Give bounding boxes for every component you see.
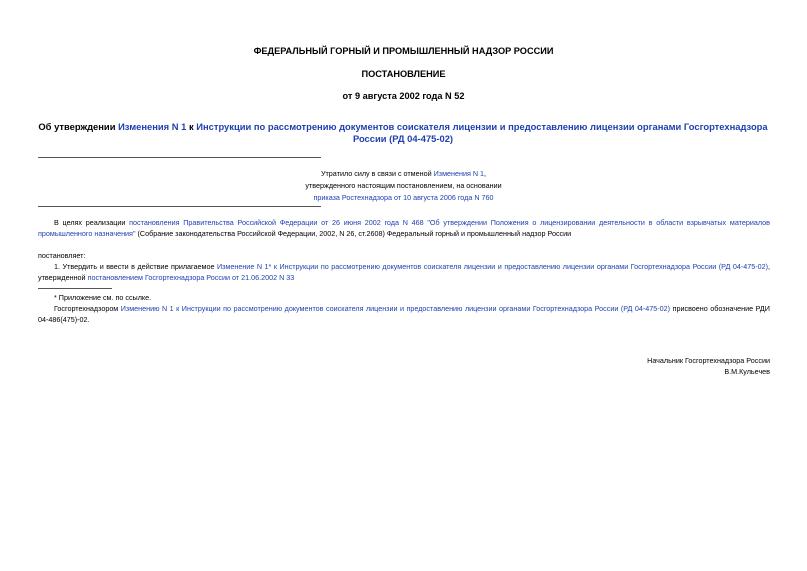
preamble-prefix: В целях реализации xyxy=(54,218,130,227)
footnote-prefix: Госгортехнадзором xyxy=(54,304,121,313)
preamble-suffix: (Собрание законодательства Российской Федерации, 2002, N 26, ст.2608) Федеральный горный и промышленный надзор России xyxy=(135,229,572,238)
agency-heading: ФЕДЕРАЛЬНЫЙ ГОРНЫЙ И ПРОМЫШЛЕННЫЙ НАДЗОР РОССИИ xyxy=(253,46,554,56)
document-title xyxy=(38,121,768,145)
footnote-note xyxy=(38,292,770,303)
lost-force-note xyxy=(0,168,807,204)
lost-force-line-2: утвержденного настоящим постановлением, на основании xyxy=(305,181,502,190)
lost-force-change-link[interactable]: Изменения N 1 xyxy=(433,169,485,178)
title-prefix: Об утверждении xyxy=(38,121,119,132)
footnote-divider xyxy=(38,288,112,289)
item-1-resolution-link[interactable]: постановлением Госгортехнадзора России от 21.06.2002 N 33 xyxy=(87,273,295,282)
divider-middle xyxy=(38,206,321,207)
resolves-label: постановляет: xyxy=(38,251,86,260)
lost-force-line-1 xyxy=(0,168,807,180)
document-type: ПОСТАНОВЛЕНИЕ xyxy=(361,69,446,79)
signature-position: Начальник Госгортехнадзора России xyxy=(647,356,770,365)
document-date-number: от 9 августа 2002 года N 52 xyxy=(342,91,465,101)
lost-force-prefix: Утратило силу в связи с отменой xyxy=(320,169,434,178)
footnote-change-link[interactable]: Изменению N 1 к Инструкции по рассмотрению документов соискателя лицензии и предоставлению лицензии органами Госгортехнадзора России (РД 04-475-02) xyxy=(120,304,671,313)
item-1-paragraph xyxy=(38,261,770,283)
title-mid: к xyxy=(186,121,197,132)
footnote-paragraph xyxy=(38,303,770,325)
preamble-government-link[interactable]: постановления Правительства Российской Федерации от 26 июня 2002 года N 468 "Об утверждении Положения о лицензировании деятельности в области взрывчатых материалов промышленного назначения" xyxy=(38,218,770,238)
lost-force-comma: , xyxy=(484,169,487,178)
signature-name: В.М.Кульечев xyxy=(724,367,770,376)
preamble-paragraph xyxy=(38,217,770,239)
footnote-suffix: присвоено обозначение РДИ 04-486(475)-02. xyxy=(38,304,770,324)
footnote-note-text: * Приложение см. по ссылке. xyxy=(54,293,152,302)
item-1-prefix: 1. Утвердить и ввести в действие прилагаемое xyxy=(54,262,217,271)
lost-force-order-link[interactable]: приказа Ростехнадзора от 10 августа 2006 года N 760 xyxy=(313,193,494,202)
title-link-change[interactable]: Изменения N 1 xyxy=(118,121,187,132)
divider-top xyxy=(38,157,321,158)
item-1-mid: , утвержденной xyxy=(38,262,770,282)
item-1-change-link[interactable]: Изменение N 1* к Инструкции по рассмотрению документов соискателя лицензии и предоставлению лицензии органами Госгортехнадзора России (РД 04-475-02) xyxy=(216,262,768,271)
title-link-instruction[interactable]: Инструкции по рассмотрению документов соискателя лицензии и предоставлению лицензии органами Госгортехнадзора России (РД 04-475-02) xyxy=(196,121,768,144)
